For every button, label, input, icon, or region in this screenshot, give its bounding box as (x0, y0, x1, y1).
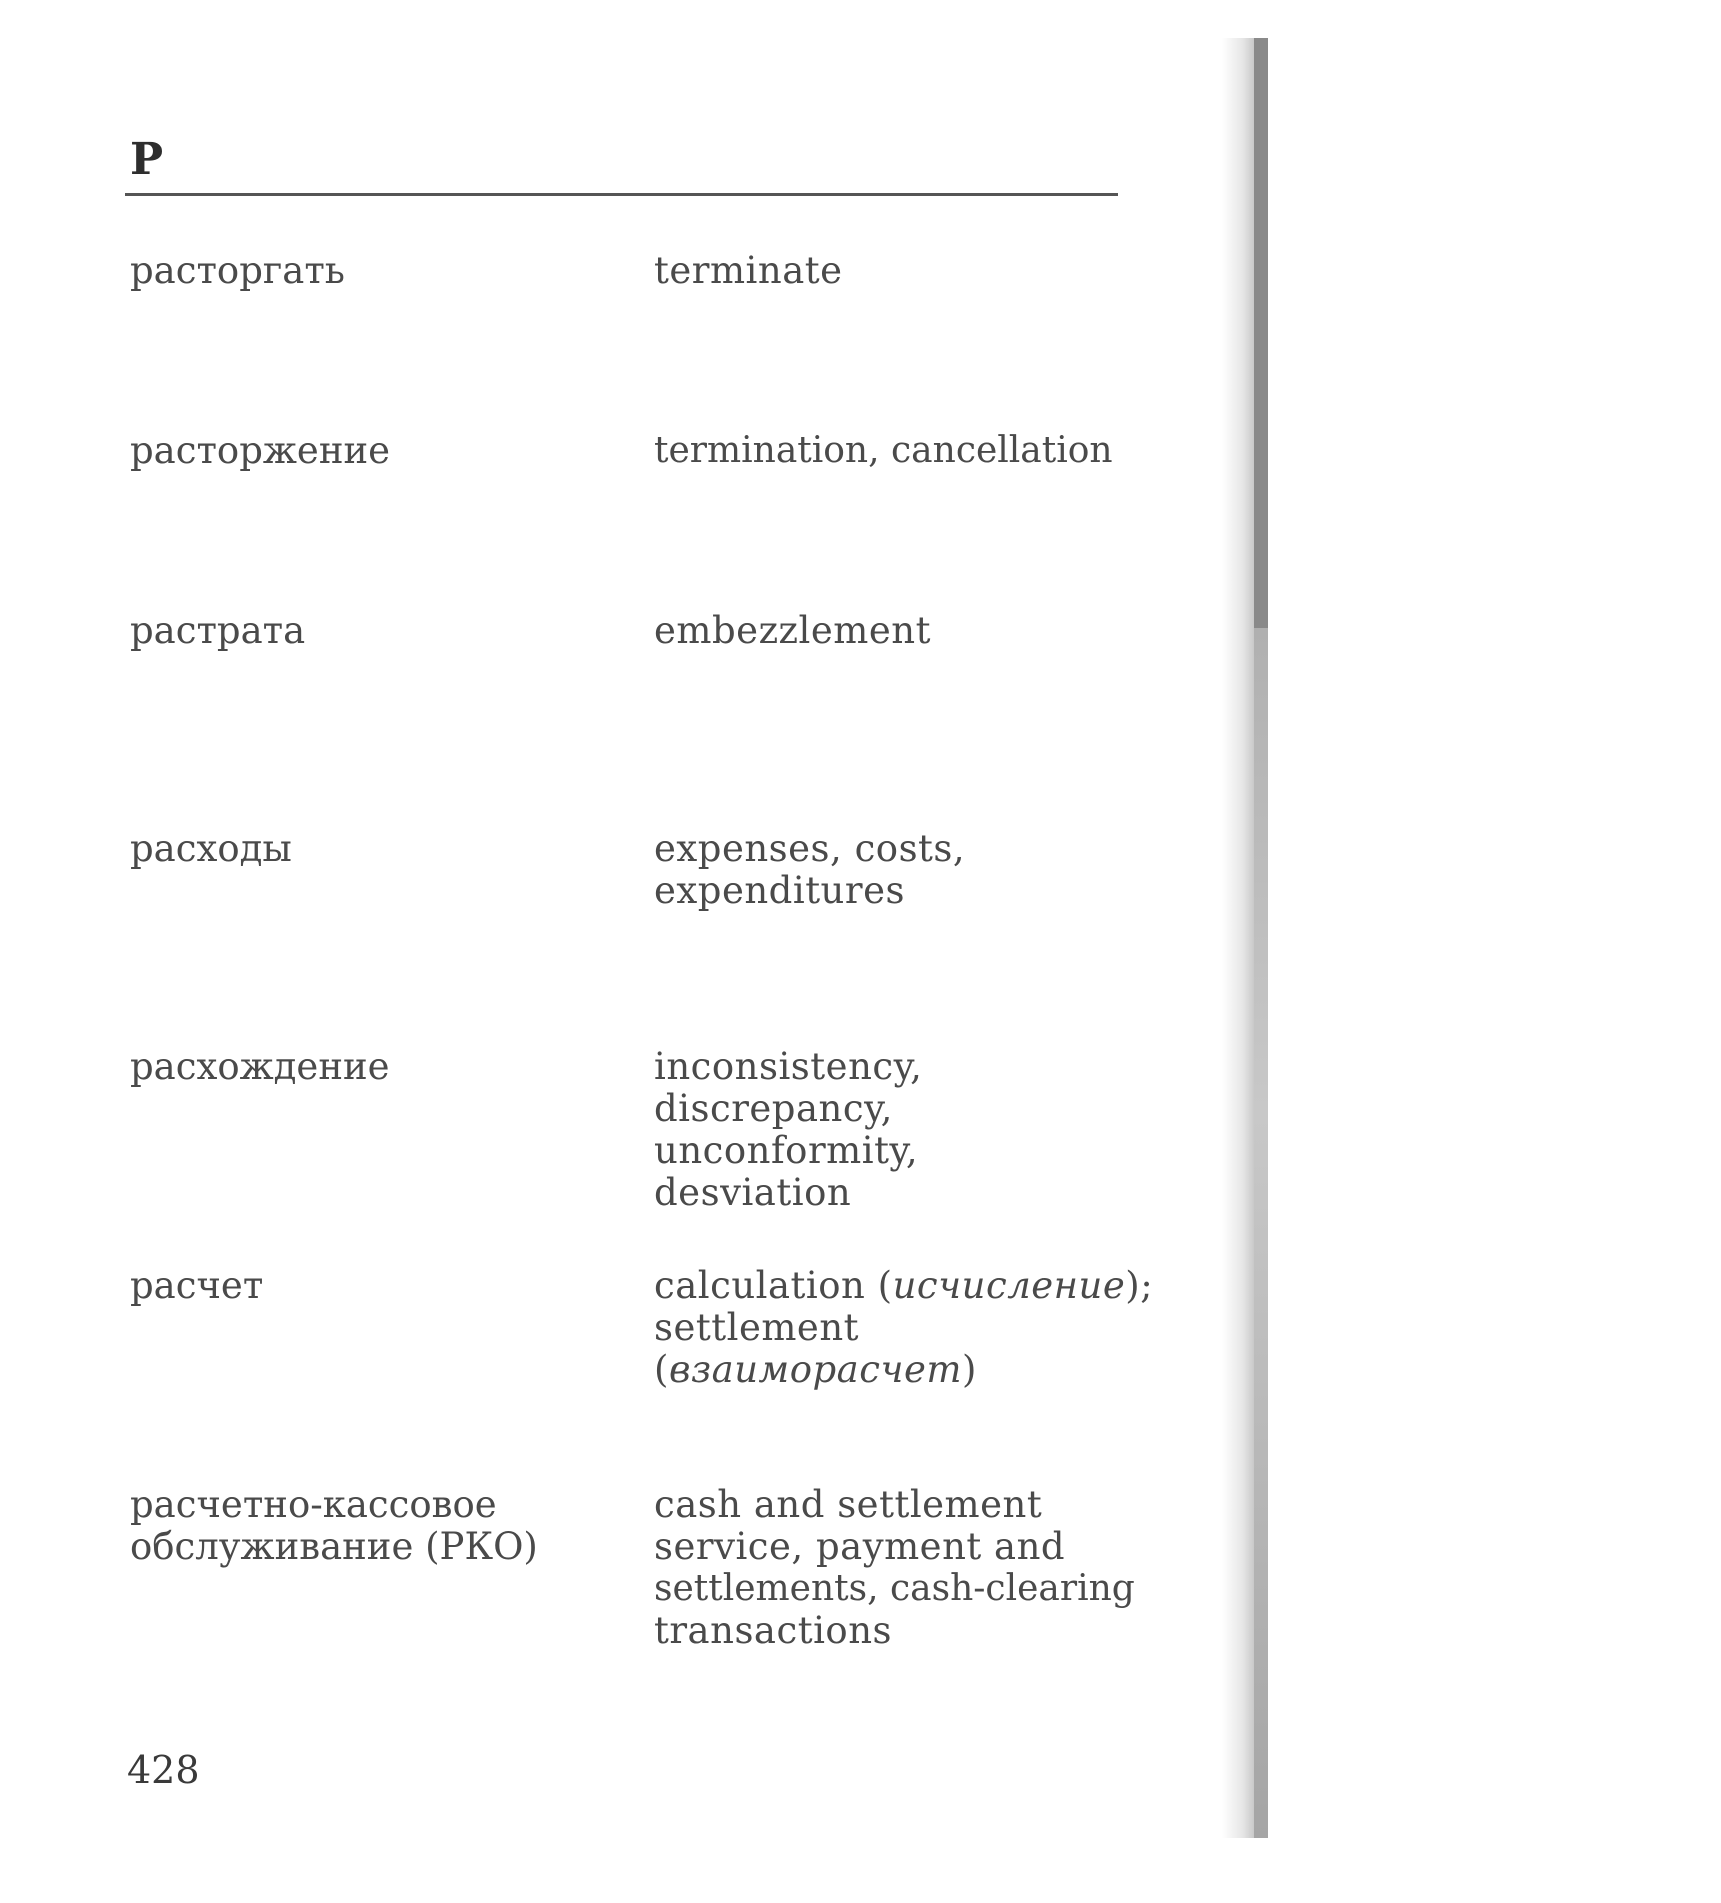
translation-text: calculation ( (654, 1264, 893, 1307)
translation-text: ) (961, 1348, 977, 1391)
translation-line: embezzlement (654, 609, 931, 652)
translation-line: desviation (654, 1171, 852, 1214)
entry-term: расторжение (130, 429, 391, 472)
translation-text: ); (1125, 1264, 1154, 1307)
section-letter: P (130, 134, 164, 185)
translation-line: expenditures (654, 869, 905, 912)
translation-line: expenses, costs, (654, 827, 966, 870)
entry-translation (654, 250, 1124, 292)
translation-line: terminate (654, 249, 843, 292)
page-number: 428 (127, 1748, 200, 1792)
translation-line: termination, cancellation (654, 430, 1113, 471)
translation-line: settlements, cash-clearing (654, 1568, 1135, 1609)
translation-line: cash and settlement (654, 1483, 1043, 1526)
section-divider (125, 193, 1118, 196)
translation-line (654, 1264, 1154, 1307)
translation-line: transactions (654, 1609, 893, 1652)
translation-line: unconformity, (654, 1129, 919, 1172)
entry-translation (654, 430, 1124, 472)
entry-translation (654, 828, 1124, 912)
entry-translation (654, 610, 1124, 652)
translation-line: discrepancy, (654, 1087, 893, 1130)
entry-term: расходы (130, 827, 292, 870)
entry-term: растрата (130, 609, 306, 652)
book-spine-edge-lower (1254, 628, 1268, 1838)
translation-line: inconsistency, (654, 1045, 923, 1088)
entry-translation (654, 1264, 1154, 1391)
book-spine-edge (1254, 38, 1268, 628)
entry-term: расторгать (130, 249, 345, 292)
translation-note-italic: взаиморасчет (668, 1348, 962, 1391)
entry-term: расхождение (130, 1045, 390, 1088)
entry-translation (654, 1483, 1135, 1652)
translation-note-italic: исчисление (892, 1264, 1126, 1307)
entry-term: расчет (130, 1264, 264, 1307)
translation-text: ( (654, 1348, 669, 1391)
translation-line (654, 1349, 1124, 1391)
translation-line: service, payment and (654, 1525, 1066, 1568)
translation-line: settlement (654, 1306, 860, 1349)
entry-translation (654, 1046, 1124, 1214)
entry-term: расчетно-кассовое обслуживание (РКО) (130, 1483, 538, 1568)
